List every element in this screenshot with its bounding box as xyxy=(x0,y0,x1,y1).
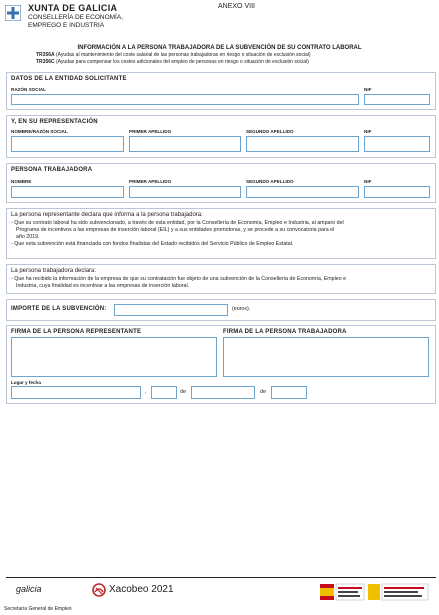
procedure-code: TR356A xyxy=(36,52,55,58)
dept-line-2: EMPREGO E INDUSTRIA xyxy=(28,22,105,29)
worker-declaration-intro: La persona trabajadora declara: xyxy=(11,268,97,274)
rep-name-field[interactable] xyxy=(11,136,124,152)
rep-signature-box[interactable] xyxy=(11,337,217,377)
spanish-government-logo-icon xyxy=(320,582,430,602)
worker-title: PERSONA TRABAJADORA xyxy=(11,167,93,173)
rep-surname1-label: PRIMER APELLIDO xyxy=(129,129,172,134)
place-date-separator: de xyxy=(180,389,186,395)
rep-surname2-field[interactable] xyxy=(246,136,359,152)
annex-label: ANEXO VIII xyxy=(218,3,255,10)
rep-declaration-item-line: año 2019. xyxy=(16,234,40,240)
amount-section xyxy=(6,299,436,321)
xacobeo-shell-icon xyxy=(92,583,106,597)
rep-name-label: NOMBRE/RAZÓN SOCIAL xyxy=(11,129,68,134)
procedure-desc: (Ayudas al mantenimiento del coste salarial de las personas trabajadoras en riesgo o situación de exclusión social) xyxy=(56,52,311,58)
worker-surname2-field[interactable] xyxy=(246,186,359,198)
year-field[interactable] xyxy=(271,386,307,399)
procedure-line xyxy=(36,52,311,59)
worker-section xyxy=(6,163,436,203)
amount-label: IMPORTE DE LA SUBVENCIÓN: xyxy=(11,306,107,312)
rep-surname2-label: SEGUNDO APELLIDO xyxy=(246,129,294,134)
worker-surname1-field[interactable] xyxy=(129,186,241,198)
rep-declaration-intro: La persona representante declara que informa a la persona trabajadora: xyxy=(11,212,203,218)
entity-title: DATOS DE LA ENTIDAD SOLICITANTE xyxy=(11,76,127,82)
place-field[interactable] xyxy=(11,386,141,399)
worker-name-label: NOMBRE xyxy=(11,179,32,184)
procedure-line xyxy=(36,59,309,66)
rep-declaration-section xyxy=(6,208,436,259)
representative-section xyxy=(6,115,436,158)
worker-signature-label: FIRMA DE LA PERSONA TRABAJADORA xyxy=(223,329,347,335)
xacobeo-logo: Xacobeo 2021 xyxy=(109,584,174,595)
worker-nif-label: NIF xyxy=(364,179,372,184)
amount-unit: (euros). xyxy=(232,306,251,312)
rep-nif-field[interactable] xyxy=(364,136,430,152)
signatures-section xyxy=(6,325,436,404)
representative-title: Y, EN SU REPRESENTACIÓN xyxy=(11,119,98,125)
day-field[interactable] xyxy=(151,386,177,399)
entity-name-field[interactable] xyxy=(11,94,359,105)
worker-surname1-label: PRIMER APELLIDO xyxy=(129,179,172,184)
rep-nif-label: NIF xyxy=(364,129,372,134)
rep-declaration-item-line: - Que su contrato laboral ha sido subvencionado, a través de esta entidad, por la Consellería de Economía, Empleo e Industria, al amparo del xyxy=(11,220,344,226)
entity-nif-label: NIF xyxy=(364,87,372,92)
rep-surname1-field[interactable] xyxy=(129,136,241,152)
worker-signature-box[interactable] xyxy=(223,337,429,377)
place-date-label: Lugar y fecha xyxy=(11,380,41,385)
entity-section xyxy=(6,72,436,110)
secretariat-label: Secretaría General de Empleo xyxy=(4,606,72,612)
place-date-separator: , xyxy=(145,389,147,395)
galicia-logo: galicia xyxy=(16,584,42,594)
worker-declaration-item-line: - Que ha recibido la información de la empresa de que su contratación fue objeto de una subvención de la Consellería de Economía, Empleo e xyxy=(11,276,347,282)
worker-declaration-item-line: Industria, cuya finalidad es incentivar a las empresas de inserción laboral. xyxy=(16,283,190,289)
procedure-code: TR356C xyxy=(36,59,55,65)
xunta-shield-icon xyxy=(5,5,21,21)
entity-nif-field[interactable] xyxy=(364,94,430,105)
org-name: XUNTA DE GALICIA xyxy=(28,3,118,13)
procedure-desc: (Ayudas para compensar los costes adicionales del empleo de personas en riesgo o situación de exclusión social) xyxy=(56,59,309,65)
dept-line-1: CONSELLERÍA DE ECONOMÍA, xyxy=(28,14,123,21)
rep-declaration-item-line: - Que esta subvención está financiada con fondos finalistas del Estado recibidos del Servicio Público de Empleo Estatal. xyxy=(11,241,294,247)
worker-declaration-section xyxy=(6,264,436,294)
rep-signature-label: FIRMA DE LA PERSONA REPRESENTANTE xyxy=(11,329,142,335)
footer-divider xyxy=(6,577,436,578)
worker-surname2-label: SEGUNDO APELLIDO xyxy=(246,179,294,184)
place-date-separator: de xyxy=(260,389,266,395)
amount-field[interactable] xyxy=(114,304,228,316)
rep-declaration-item-line: Programa de incentivos a las empresas de inserción laboral (EIL) y a sus entidades promotoras, y se procede a su convocatoria para el xyxy=(16,227,335,233)
worker-nif-field[interactable] xyxy=(364,186,430,198)
month-field[interactable] xyxy=(191,386,255,399)
document-title: INFORMACIÓN A LA PERSONA TRABAJADORA DE LA SUBVENCIÓN DE SU CONTRATO LABORAL xyxy=(77,45,362,51)
worker-name-field[interactable] xyxy=(11,186,124,198)
entity-name-label: RAZÓN SOCIAL xyxy=(11,87,46,92)
